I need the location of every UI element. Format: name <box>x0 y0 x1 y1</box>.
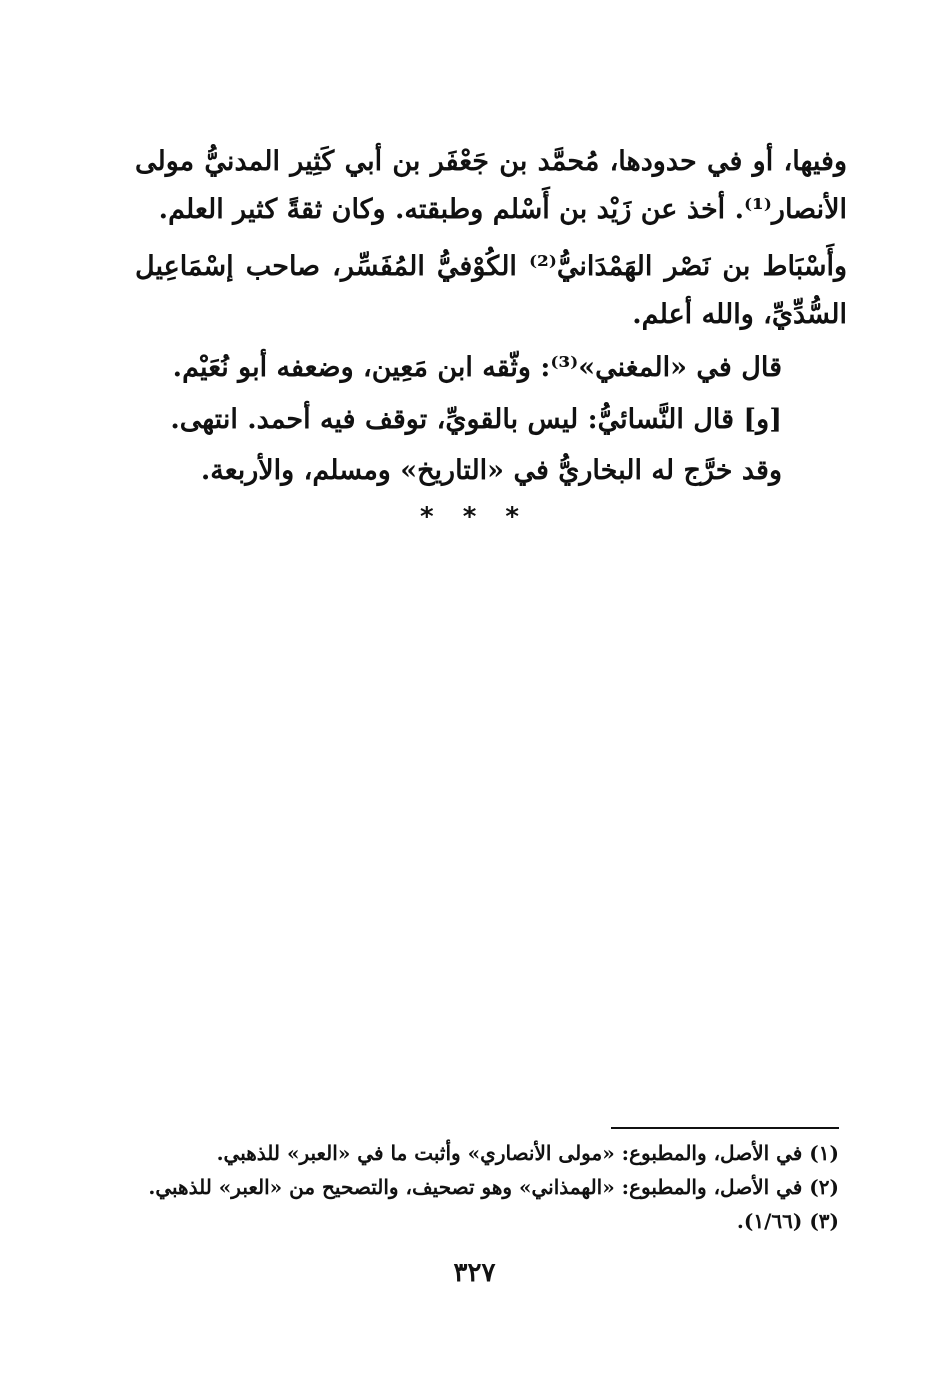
quote-line-1: قال في «المغني»⁽³⁾: وثّقه ابن مَعِين، وضعفه أبو نُعَيْم. <box>172 352 782 383</box>
quote-line-3: وقد خرَّج له البخاريُّ في «التاريخ» ومسلم، والأربعة. <box>200 455 782 486</box>
paragraph-2-line-2: السُّدِّيِّ، والله أعلم. <box>632 299 847 330</box>
footnote-divider <box>611 1127 839 1129</box>
paragraph-1-line-1: وفيها، أو في حدودها، مُحمَّد بن جَعْفَر بن أبي كَثِير المدنيُّ مولى <box>135 146 847 177</box>
footnote-3: (٣) (١/٦٦). <box>736 1209 839 1233</box>
section-separator: * * * <box>420 502 529 532</box>
paragraph-2-line-1: وأَسْبَاط بن نَصْر الهَمْدَانيُّ⁽²⁾ الكُوْفيُّ المُفَسِّر، صاحب إسْمَاعِيل <box>135 251 848 282</box>
page-number: ٣٢٧ <box>453 1258 496 1288</box>
quote-line-2: [و] قال النَّسائيُّ: ليس بالقويِّ، توقف فيه أحمد. انتهى. <box>170 404 782 435</box>
footnote-1: (١) في الأصل، والمطبوع: «مولى الأنصاري» وأثبت ما في «العبر» للذهبي. <box>216 1141 839 1165</box>
paragraph-1-line-2: الأنصار⁽¹⁾. أخذ عن زَيْد بن أَسْلم وطبقته. وكان ثقةً كثير العلم. <box>158 194 847 225</box>
footnote-2: (٢) في الأصل، والمطبوع: «الهمذاني» وهو تصحيف، والتصحيح من «العبر» للذهبي. <box>148 1175 839 1199</box>
